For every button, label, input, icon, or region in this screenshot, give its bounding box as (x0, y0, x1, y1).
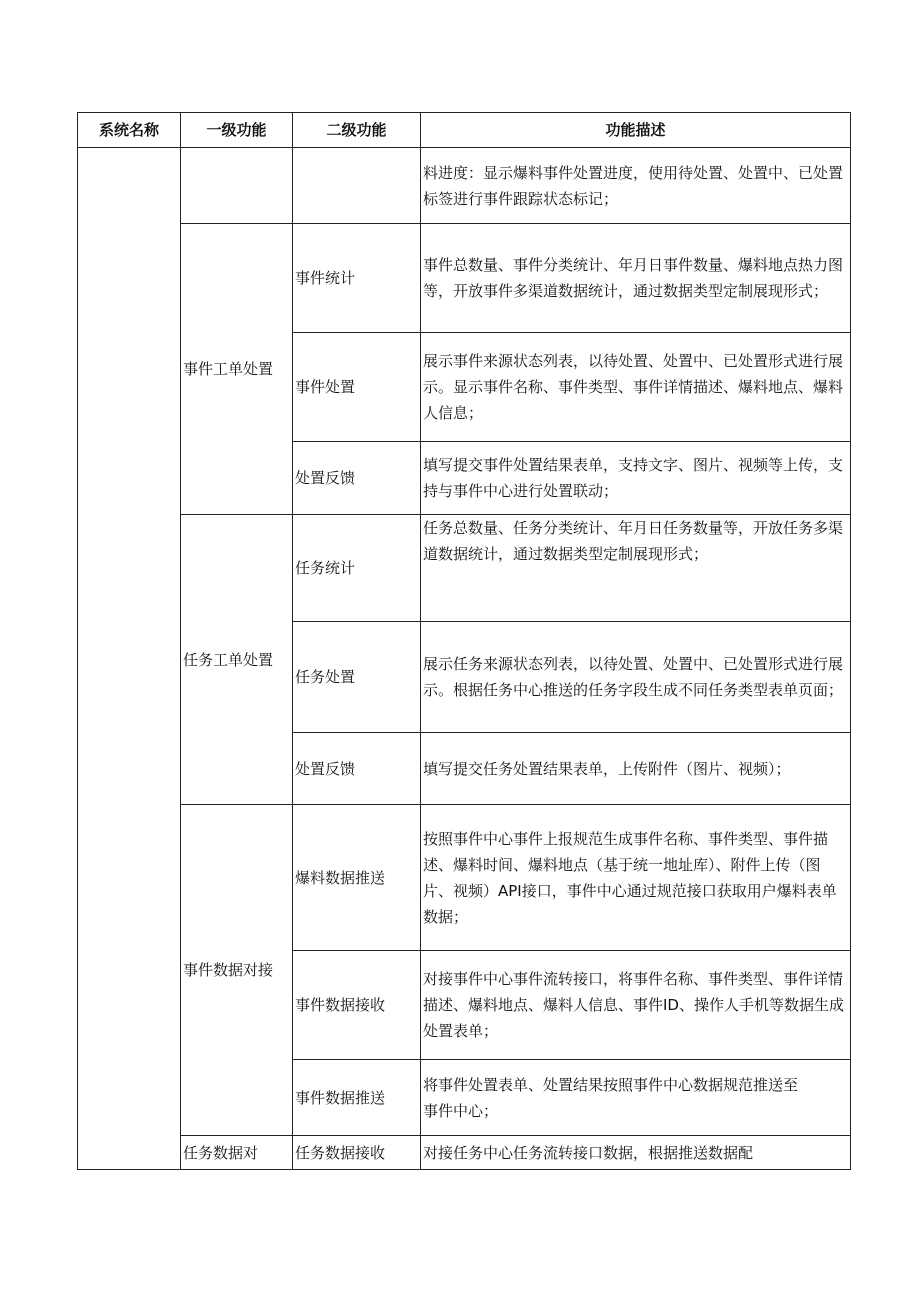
description-cell: 对接事件中心事件流转接口，将事件名称、事件类型、事件详情描述、爆料地点、爆料人信息、事件ID、操作人手机等数据生成处置表单； (421, 951, 851, 1060)
level2-cell: 事件数据推送 (293, 1060, 421, 1136)
table-row (78, 148, 851, 224)
header-row (78, 113, 851, 148)
level1-cell (181, 148, 293, 224)
level2-cell: 事件统计 (293, 224, 421, 333)
level2-cell: 任务处置 (293, 622, 421, 733)
description-cell: 按照事件中心事件上报规范生成事件名称、事件类型、事件描述、爆料时间、爆料地点（基于统一地址库）、附件上传（图片、视频）API接口，事件中心通过规范接口获取用户爆料表单数据； (421, 805, 851, 951)
level2-cell: 处置反馈 (293, 442, 421, 515)
description-cell: 料进度：显示爆料事件处置进度，使用待处置、处置中、已处置标签进行事件跟踪状态标记； (421, 148, 851, 224)
description-cell: 展示任务来源状态列表，以待处置、处置中、已处置形式进行展示。根据任务中心推送的任务字段生成不同任务类型表单页面； (421, 622, 851, 733)
table-row (78, 1136, 851, 1170)
header-system-name: 系统名称 (78, 113, 181, 148)
level1-cell: 任务工单处置 (181, 515, 293, 805)
description-cell: 展示事件来源状态列表，以待处置、处置中、已处置形式进行展示。显示事件名称、事件类型、事件详情描述、爆料地点、爆料人信息； (421, 333, 851, 442)
description-cell: 对接任务中心任务流转接口数据，根据推送数据配 (421, 1136, 851, 1170)
table-row (78, 805, 851, 951)
description-cell: 填写提交任务处置结果表单，上传附件（图片、视频）； (421, 733, 851, 805)
level2-cell (293, 148, 421, 224)
level2-cell: 事件数据接收 (293, 951, 421, 1060)
level1-cell: 任务数据对 (181, 1136, 293, 1170)
level2-cell: 爆料数据推送 (293, 805, 421, 951)
table-row (78, 224, 851, 333)
description-cell: 将事件处置表单、处置结果按照事件中心数据规范推送至事件中心； (421, 1060, 851, 1136)
description-cell: 事件总数量、事件分类统计、年月日事件数量、爆料地点热力图等，开放事件多渠道数据统计，通过数据类型定制展现形式； (421, 224, 851, 333)
level2-cell: 任务统计 (293, 515, 421, 622)
header-level1: 一级功能 (181, 113, 293, 148)
header-description: 功能描述 (421, 113, 851, 148)
level2-cell: 任务数据接收 (293, 1136, 421, 1170)
header-level2: 二级功能 (293, 113, 421, 148)
table-row (78, 515, 851, 622)
level2-cell: 事件处置 (293, 333, 421, 442)
level1-cell: 事件工单处置 (181, 224, 293, 515)
description-cell: 填写提交事件处置结果表单，支持文字、图片、视频等上传，支持与事件中心进行处置联动； (421, 442, 851, 515)
description-cell: 任务总数量、任务分类统计、年月日任务数量等，开放任务多渠道数据统计，通过数据类型定制展现形式； (421, 515, 851, 622)
function-spec-table (77, 112, 851, 1170)
level2-cell: 处置反馈 (293, 733, 421, 805)
level1-cell: 事件数据对接 (181, 805, 293, 1136)
system-name-cell (78, 148, 181, 1170)
